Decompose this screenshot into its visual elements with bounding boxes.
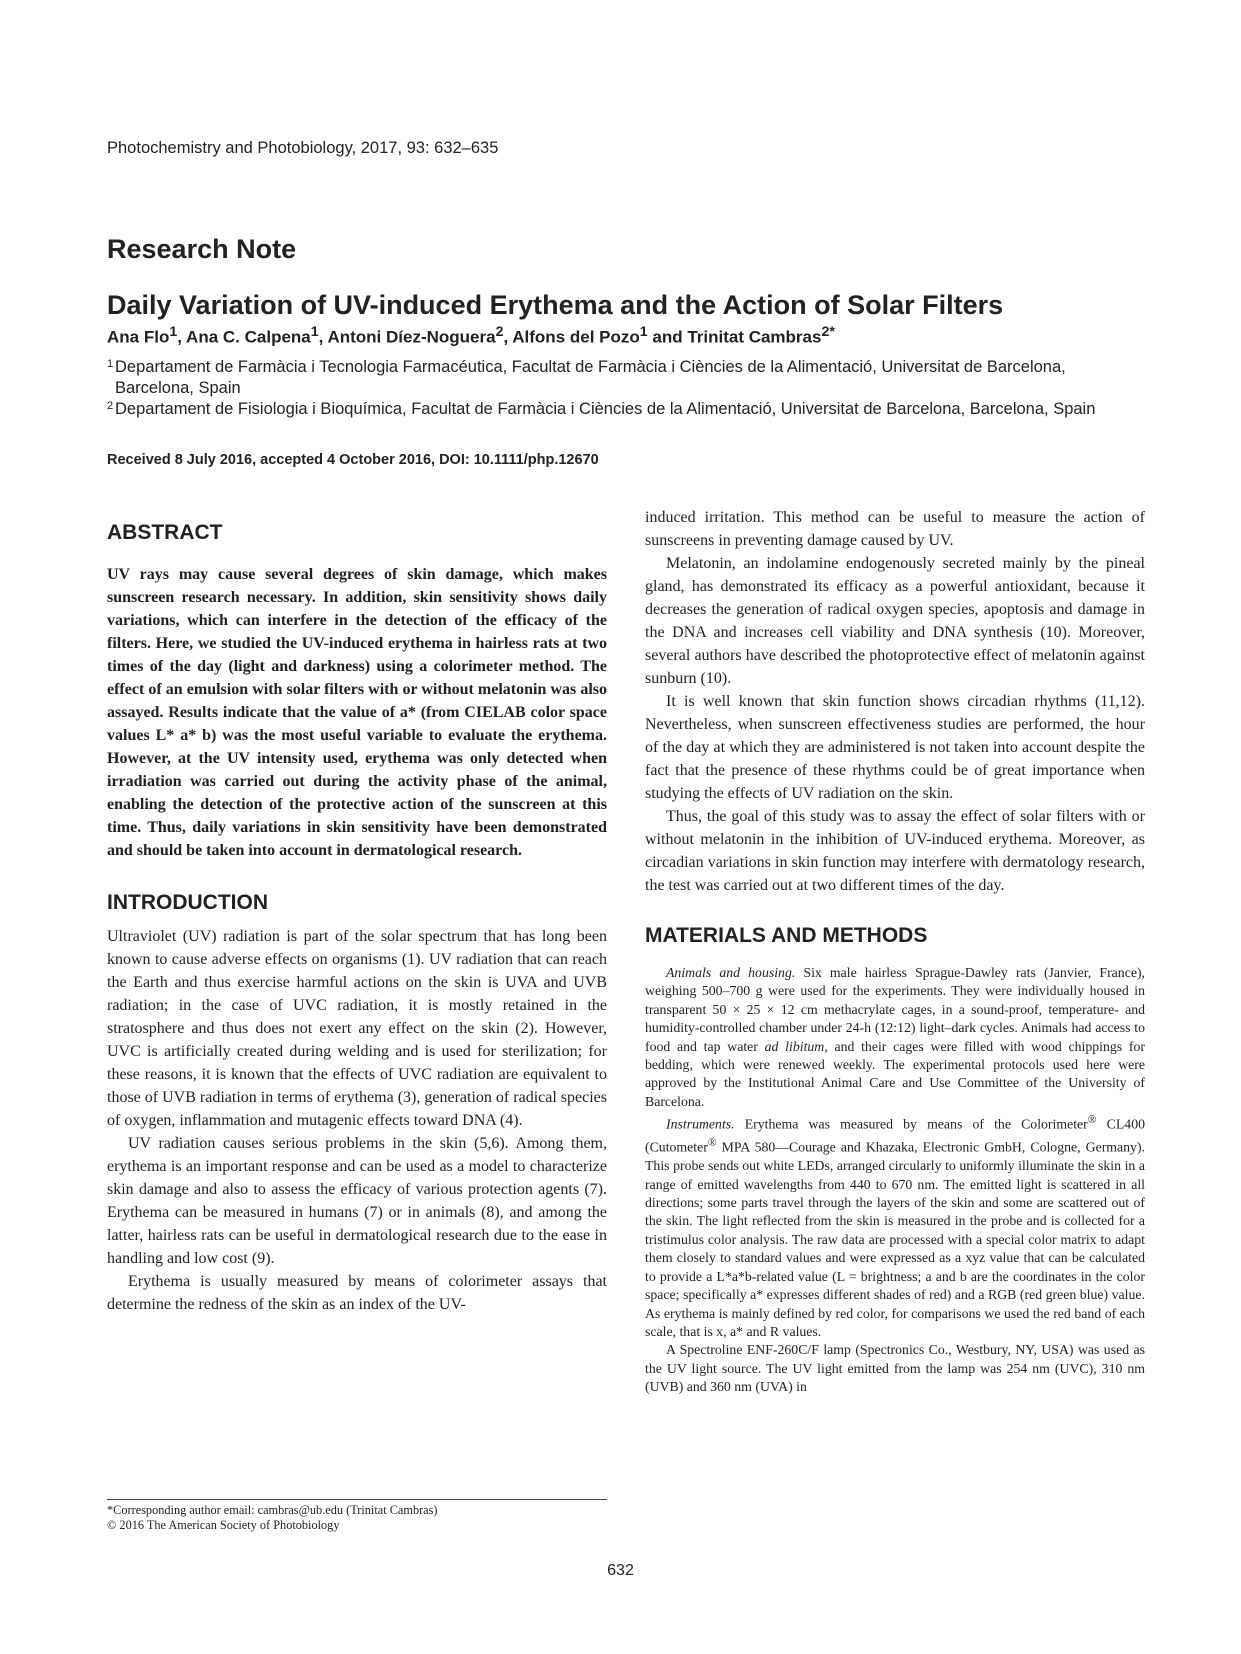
section-label: Research Note bbox=[107, 234, 297, 264]
affiliation bbox=[107, 399, 1147, 420]
text-run: Erythema was measured by means of the Colorimeter bbox=[734, 1116, 1088, 1132]
paragraph-animals bbox=[645, 964, 1145, 1111]
methods-text bbox=[645, 964, 1145, 1397]
paragraph-lamp: A Spectroline ENF-260C/F lamp (Spectronics Co., Westbury, NY, USA) was used as the UV light source. The UV light emitted from the lamp was 254 nm (UVC), 310 nm (UVB) and 360 nm (UVA) in bbox=[645, 1342, 1145, 1395]
copyright-note: © 2016 The American Society of Photobiology bbox=[107, 1518, 340, 1532]
italic-run: ad libitum bbox=[764, 1038, 825, 1054]
text-run: Six male hairless Sprague-Dawley rats (Janvier, France), weighing 500–700 g were used for the experiments. They were individually housed in transparent 50 × 25 × 12 cm methacrylate cages, in a sound-proof, temperature- and humidity-controlled chamber under 24-h (12:12) light–dark cycles. Animals had access to food and tap water bbox=[645, 965, 1145, 1054]
paragraph: Erythema is usually measured by means of colorimeter assays that determine the redness of the skin as an index of the UV- bbox=[107, 1273, 607, 1313]
methods-heading: MATERIALS AND METHODS bbox=[645, 924, 928, 947]
author-affiliation-mark: 1 bbox=[639, 324, 648, 340]
affiliation bbox=[107, 357, 1147, 399]
footnotes bbox=[107, 1499, 607, 1533]
author: Alfons del Pozo bbox=[512, 327, 640, 347]
run-in-heading: Instruments. bbox=[666, 1116, 735, 1132]
paragraph: induced irritation. This method can be useful to measure the action of sunscreens in preventing damage caused by UV. bbox=[645, 509, 1145, 549]
registered-mark: ® bbox=[1087, 1114, 1097, 1127]
affiliation-text: Departament de Fisiologia i Bioquímica, Facultat de Farmàcia i Ciències de la Alimentació, Universitat de Barcelona, Barcelona, Spain bbox=[115, 400, 1096, 418]
author: Antoni Díez-Noguera bbox=[327, 327, 496, 347]
registered-mark: ® bbox=[707, 1137, 717, 1150]
introduction-continued bbox=[645, 506, 1145, 897]
received-line: Received 8 July 2016, accepted 4 October 2016, DOI: 10.1111/php.12670 bbox=[107, 452, 599, 468]
author: Ana C. Calpena bbox=[186, 327, 311, 347]
author-affiliation-mark: 1 bbox=[310, 324, 319, 340]
introduction-text bbox=[107, 925, 607, 1316]
paragraph: UV radiation causes serious problems in the skin (5,6). Among them, erythema is an important response and can be used as a model to characterize skin damage and also to assess the efficacy of various protection agents (7). Erythema can be measured in humans (7) or in animals (8), and among the latter, hairless rats can be useful in dermatological research due to the ease in handling and low cost (9). bbox=[107, 1135, 607, 1267]
author-affiliation-mark: 1 bbox=[169, 324, 178, 340]
affiliation-mark: 2 bbox=[107, 400, 114, 412]
corresponding-author-note: *Corresponding author email: cambras@ub.edu (Trinitat Cambras) bbox=[107, 1503, 438, 1517]
paper-title: Daily Variation of UV-induced Erythema and the Action of Solar Filters bbox=[107, 290, 1004, 320]
right-column bbox=[645, 509, 1146, 1397]
paragraph: Ultraviolet (UV) radiation is part of the solar spectrum that has long been known to cause adverse effects on organisms (1). UV radiation that can reach the Earth and thus exercise harmful actions on the skin is UVA and UVB radiation; in the case of UVC radiation, it is mostly retained in the stratosphere and thus does not exert any effect on the skin (2). However, UVC is artificially created during welding and is used for sterilization; for these reasons, it is known that the effects of UVC radiation are equivalent to those of UVB radiation in terms of erythema (3), generation of radical species of oxygen, inflammation and mutagenic effects toward DNA (4). bbox=[107, 928, 607, 1129]
author-affiliation-mark: 2 bbox=[495, 324, 504, 340]
abstract-heading: ABSTRACT bbox=[107, 521, 223, 544]
journal-citation: Photochemistry and Photobiology, 2017, 93: 632–635 bbox=[107, 139, 499, 157]
paragraph: Melatonin, an indolamine endogenously secreted mainly by the pineal gland, has demonstrated its efficacy as a powerful antioxidant, because it decreases the generation of radical oxygen species, apoptosis and damage in the DNA and increases cell viability and DNA synthesis (10). Moreover, several authors have described the photoprotective effect of melatonin against sunburn (10). bbox=[645, 555, 1145, 687]
paragraph-instruments bbox=[645, 1111, 1145, 1341]
author-affiliation-mark: 2* bbox=[821, 324, 835, 340]
affiliation-mark: 1 bbox=[107, 358, 114, 370]
paragraph: It is well known that skin function shows circadian rhythms (11,12). Nevertheless, when sunscreen effectiveness studies are performed, the hour of the day at which they are administered is not taken into account despite the fact that the presence of these rhythms could be of great importance when studying the effects of UV radiation on the skin. bbox=[645, 693, 1145, 802]
affiliation-text: Departament de Farmàcia i Tecnologia Farmacéutica, Facultat de Farmàcia i Ciències de la Alimentació, Universitat de Barcelona, Barcelona, Spain bbox=[115, 358, 1066, 397]
text-run: , and their cages were filled with wood chippings for bedding, which were renewed weekly. The experimental protocols used here were approved by the Institutional Animal Care and Use Committee of the University of Barcelona. bbox=[645, 1038, 1145, 1109]
text-run: MPA 580—Courage and Khazaka, Electronic GmbH, Cologne, Germany). This probe sends out white LEDs, arranged circularly to uniformly illuminate the skin in a range of emitted wavelengths from 440 to 670 nm. The emitted light is scattered in all directions; some parts travel through the layers of the skin and some are scattered out of the skin. The light reflected from the skin is measured in the probe and is collected for a tristimulus color analysis. The raw data are processed with a special color matrix to adapt them closely to standard values and were expressed as a xyz value that can be calculated to provide a L*a*b-related value (L = brightness; a and b are the coordinates in the color space; specifically a* expresses different shades of red) and a RGB (red green blue) value. As erythema is mainly defined by red color, for comparisons we used the red band of each scale, that is x, a* and R values. bbox=[645, 1139, 1145, 1339]
affiliations bbox=[107, 357, 1147, 420]
introduction-heading: INTRODUCTION bbox=[107, 891, 268, 914]
author: Ana Flo bbox=[107, 327, 170, 347]
run-in-heading: Animals and housing. bbox=[666, 965, 796, 980]
page-number: 632 bbox=[607, 1562, 634, 1579]
left-column bbox=[107, 520, 607, 1316]
abstract-text: UV rays may cause several degrees of skin damage, which makes sunscreen research necessary. In addition, skin sensitivity shows daily variations, which can interfere in the detection of the efficacy of the filters. Here, we studied the UV-induced erythema in hairless rats at two times of the day (light and darkness) using a colorimeter method. The effect of an emulsion with solar filters with or without melatonin was also assayed. Results indicate that the value of a* (from CIELAB color space values L* a* b) was the most useful variable to evaluate the erythema. However, at the UV intensity used, erythema was only detected when irradiation was carried out during the activity phase of the animal, enabling the detection of the protective action of the sunscreen at this time. Thus, daily variations in skin sensitivity have been demonstrated and should be taken into account in dermatological research. bbox=[107, 566, 607, 859]
author-list: Ana Flo$^1$, Ana C. Calpena$^1$, Antoni Díez-Noguera$^2$, Alfons del Pozo$^1$ and Trinitat Cambras$^{2*}$ bbox=[107, 324, 835, 347]
paragraph: Thus, the goal of this study was to assay the effect of solar filters with or without melatonin in the inhibition of UV-induced erythema. Moreover, as circadian variations in skin function may interfere with dermatology research, the test was carried out at two different times of the day. bbox=[645, 808, 1145, 894]
author: Trinitat Cambras bbox=[687, 327, 822, 347]
text-run: CL400 (Cutometer bbox=[645, 1116, 1146, 1155]
